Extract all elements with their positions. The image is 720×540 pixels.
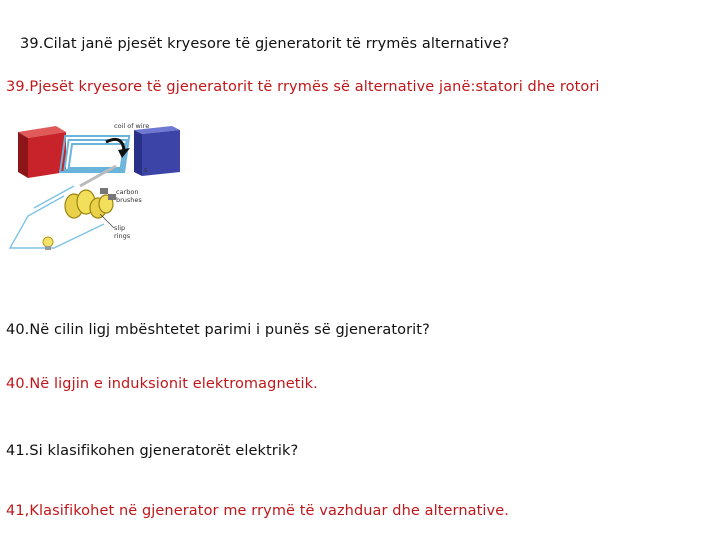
brushes-label-1: carbon bbox=[116, 188, 139, 196]
rings-label-1: slip bbox=[114, 224, 126, 232]
question-39: 39.Cilat janë pjesët kryesore të gjeneratorit të rrymës alternative? bbox=[20, 36, 510, 52]
coil-label: coil of wire bbox=[114, 122, 150, 130]
ac-generator-diagram bbox=[4, 116, 200, 258]
answer-39: 39.Pjesët kryesore të gjeneratorit të rrymës së alternative janë:statori dhe rotori bbox=[6, 79, 600, 95]
answer-40: 40.Në ligjin e induksionit elektromagnetik. bbox=[6, 376, 318, 392]
magnet-south bbox=[134, 126, 180, 176]
slip-rings bbox=[65, 166, 116, 218]
magnet-north bbox=[18, 126, 66, 178]
rings-label-2: rings bbox=[114, 232, 131, 240]
answer-41: 41,Klasifikohet në gjenerator me rrymë të vazhduar dhe alternative. bbox=[6, 503, 509, 519]
question-40: 40.Në cilin ligj mbështetet parimi i punës së gjeneratorit? bbox=[6, 322, 430, 338]
brushes-label-2: brushes bbox=[116, 196, 142, 204]
s-pole-label: s bbox=[144, 166, 148, 174]
question-41: 41.Si klasifikohen gjeneratorët elektrik? bbox=[6, 443, 299, 459]
